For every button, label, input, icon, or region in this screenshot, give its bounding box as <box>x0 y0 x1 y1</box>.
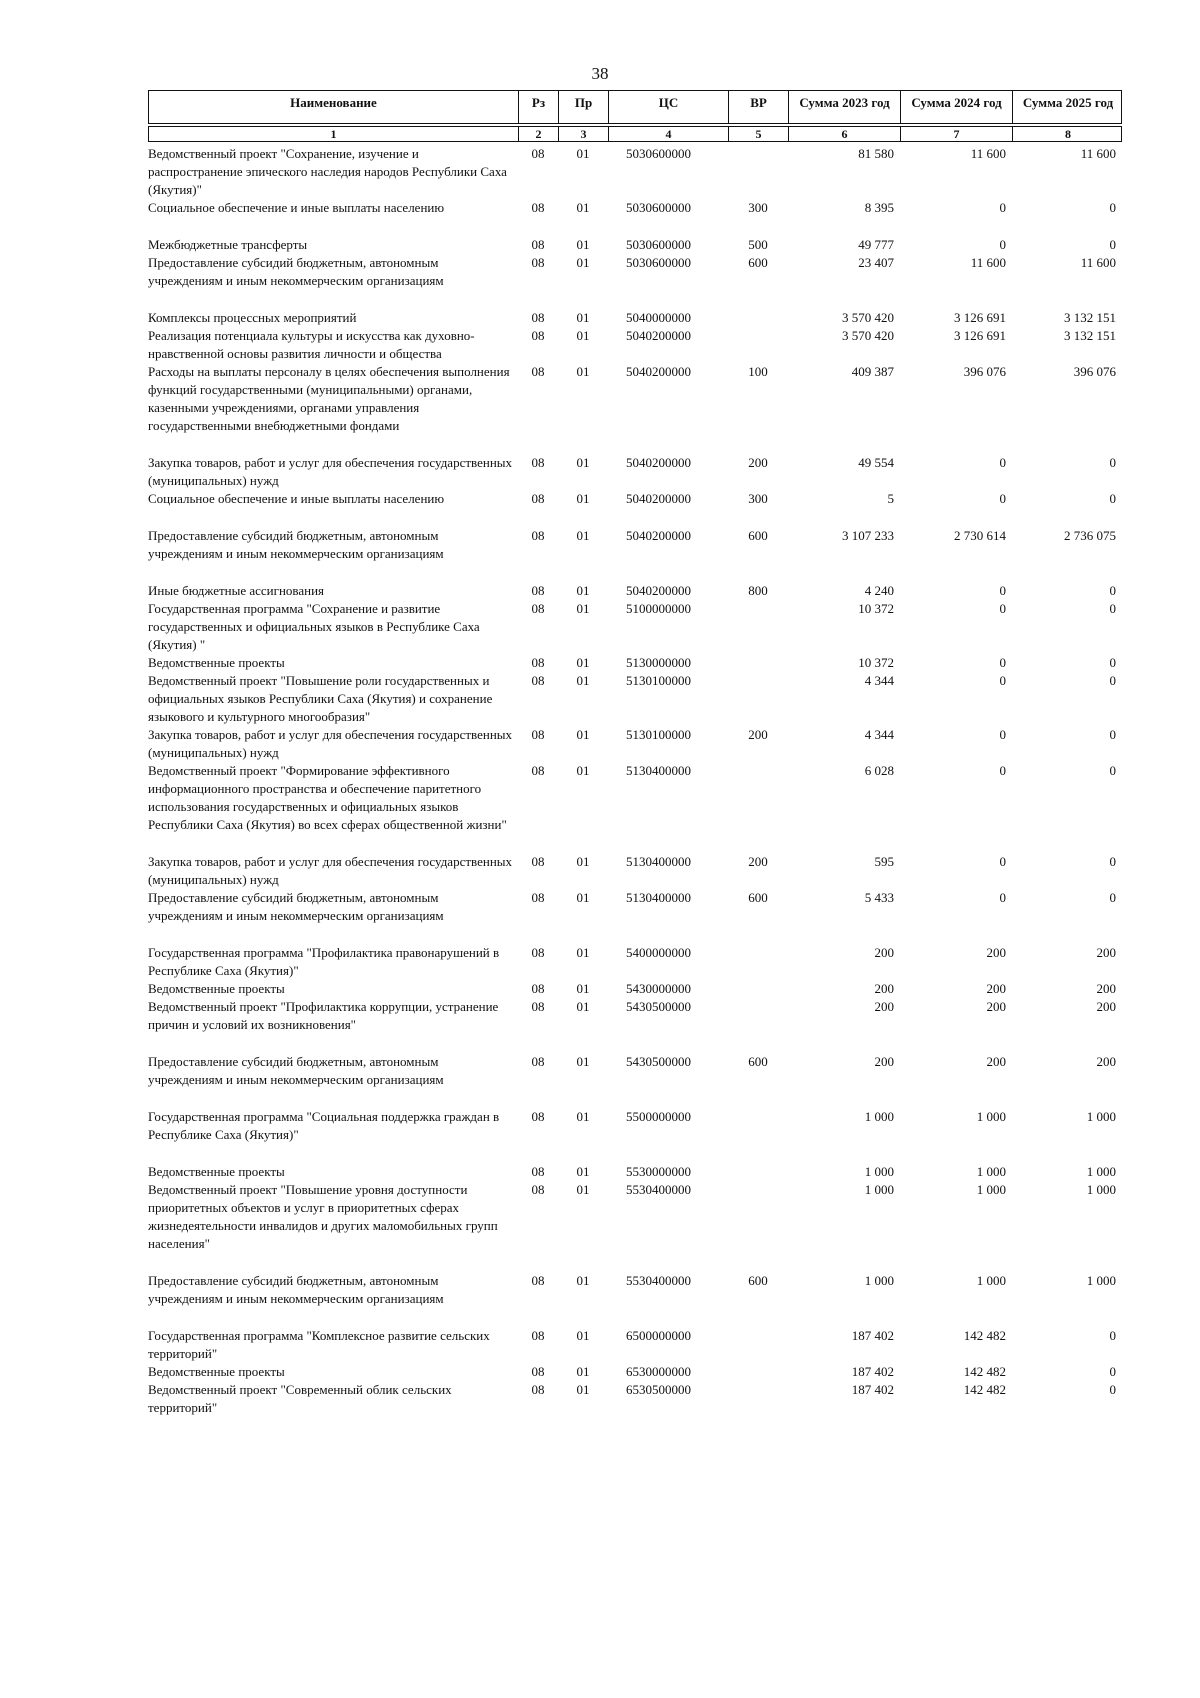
row-sum-2024: 142 482 <box>963 1328 1006 1343</box>
row-cs: 5030600000 <box>626 255 691 270</box>
row-sum-2024: 3 126 691 <box>954 328 1006 343</box>
row-sum-2025: 1 000 <box>1086 1182 1116 1197</box>
column-number: 2 <box>519 127 559 141</box>
row-name: Государственная программа "Комплексное развитие сельских территорий" <box>148 1328 490 1361</box>
header-sum-2024: Сумма 2024 год <box>901 91 1013 123</box>
row-sum-2024: 0 <box>999 491 1006 506</box>
row-sum-2023: 3 107 233 <box>842 528 894 543</box>
row-sum-2023: 23 407 <box>858 255 894 270</box>
row-sum-2024: 0 <box>999 727 1006 742</box>
row-vr <box>728 1108 788 1144</box>
row-sum-2025: 1 000 <box>1086 1273 1116 1288</box>
table-row <box>148 1363 1122 1381</box>
row-sum-2023: 200 <box>874 981 894 996</box>
row-sum-2025: 1 000 <box>1086 1109 1116 1124</box>
table-row <box>148 944 1122 980</box>
row-cs: 5130100000 <box>626 673 691 688</box>
row-name: Реализация потенциала культуры и искусства как духовно-нравственной основы развития личности и общества <box>148 328 475 361</box>
row-cs: 5030600000 <box>626 237 691 252</box>
table-row <box>148 1181 1122 1253</box>
row-sum-2025: 0 <box>1109 237 1116 252</box>
row-rz: 08 <box>531 1164 545 1179</box>
row-pr: 01 <box>576 237 590 252</box>
header-sum-2025: Сумма 2025 год <box>1022 95 1114 110</box>
row-sum-2024: 2 730 614 <box>954 528 1006 543</box>
row-vr <box>728 998 788 1034</box>
row-cs: 5130400000 <box>626 763 691 778</box>
row-rz: 08 <box>531 763 545 778</box>
row-vr <box>728 309 788 327</box>
row-vr <box>728 654 788 672</box>
page-number: 38 <box>591 64 609 83</box>
row-pr: 01 <box>576 854 590 869</box>
header-vr: ВР <box>729 91 789 123</box>
row-name: Ведомственный проект "Профилактика коррупции, устранение причин и условий их возникновения" <box>148 999 499 1032</box>
table-row <box>148 145 1122 199</box>
row-vr: 300 <box>748 200 768 215</box>
row-pr: 01 <box>576 1382 590 1397</box>
row-sum-2024: 0 <box>999 601 1006 616</box>
table-row <box>148 980 1122 998</box>
row-cs: 5040200000 <box>626 328 691 343</box>
row-sum-2025: 0 <box>1109 763 1116 778</box>
column-number: 3 <box>559 127 609 141</box>
row-sum-2025: 11 600 <box>1080 255 1116 270</box>
row-sum-2023: 8 395 <box>864 200 894 215</box>
row-sum-2025: 200 <box>1096 945 1116 960</box>
row-pr: 01 <box>576 328 590 343</box>
row-pr: 01 <box>576 583 590 598</box>
row-rz: 08 <box>531 1273 545 1288</box>
row-sum-2023: 3 570 420 <box>842 310 894 325</box>
row-sum-2023: 5 433 <box>864 890 894 905</box>
table-row <box>148 600 1122 654</box>
row-sum-2025: 3 132 151 <box>1064 310 1116 325</box>
row-pr: 01 <box>576 1182 590 1197</box>
row-vr: 100 <box>748 364 768 379</box>
row-pr: 01 <box>576 455 590 470</box>
table-row <box>148 654 1122 672</box>
column-number: 1 <box>149 127 519 141</box>
row-rz: 08 <box>531 890 545 905</box>
row-vr <box>728 944 788 980</box>
row-sum-2023: 200 <box>874 1054 894 1069</box>
row-rz: 08 <box>531 854 545 869</box>
row-name: Ведомственные проекты <box>148 1164 285 1179</box>
row-rz: 08 <box>531 1364 545 1379</box>
row-sum-2025: 0 <box>1109 601 1116 616</box>
row-sum-2024: 0 <box>999 200 1006 215</box>
row-rz: 08 <box>531 1054 545 1069</box>
table-row <box>148 327 1122 363</box>
column-number: 6 <box>789 127 901 141</box>
row-pr: 01 <box>576 945 590 960</box>
row-sum-2025: 0 <box>1109 727 1116 742</box>
row-vr <box>728 980 788 998</box>
row-cs: 5040000000 <box>626 310 691 325</box>
row-name: Предоставление субсидий бюджетным, автономным учреждениям и иным некоммерческим организациям <box>148 528 444 561</box>
row-vr <box>728 327 788 363</box>
row-rz: 08 <box>531 1382 545 1397</box>
row-sum-2023: 1 000 <box>864 1273 894 1288</box>
row-sum-2024: 1 000 <box>976 1109 1006 1124</box>
row-sum-2023: 81 580 <box>858 146 894 161</box>
row-sum-2023: 200 <box>874 945 894 960</box>
row-pr: 01 <box>576 1109 590 1124</box>
row-sum-2023: 4 240 <box>864 583 894 598</box>
row-sum-2024: 142 482 <box>963 1364 1006 1379</box>
row-sum-2024: 0 <box>999 854 1006 869</box>
row-rz: 08 <box>531 491 545 506</box>
row-pr: 01 <box>576 999 590 1014</box>
row-vr <box>728 672 788 726</box>
row-rz: 08 <box>531 237 545 252</box>
row-sum-2024: 200 <box>986 945 1006 960</box>
row-sum-2023: 1 000 <box>864 1164 894 1179</box>
row-pr: 01 <box>576 1364 590 1379</box>
row-sum-2023: 49 777 <box>858 237 894 252</box>
row-cs: 5040200000 <box>626 455 691 470</box>
row-vr: 600 <box>748 1054 768 1069</box>
table-row <box>148 1272 1122 1308</box>
row-sum-2024: 0 <box>999 890 1006 905</box>
table-row <box>148 1327 1122 1363</box>
row-pr: 01 <box>576 890 590 905</box>
table-row <box>148 454 1122 490</box>
row-name: Межбюджетные трансферты <box>148 237 308 252</box>
row-name: Иные бюджетные ассигнования <box>148 583 325 598</box>
row-cs: 6530500000 <box>626 1382 691 1397</box>
row-sum-2025: 0 <box>1109 200 1116 215</box>
table-row <box>148 236 1122 254</box>
table-header <box>148 90 1122 124</box>
row-sum-2024: 142 482 <box>963 1382 1006 1397</box>
table-row <box>148 726 1122 762</box>
row-vr <box>728 1181 788 1253</box>
row-rz: 08 <box>531 364 545 379</box>
column-number: 4 <box>609 127 729 141</box>
row-cs: 5100000000 <box>626 601 691 616</box>
row-vr: 600 <box>748 1273 768 1288</box>
row-cs: 5430500000 <box>626 1054 691 1069</box>
row-sum-2024: 1 000 <box>976 1273 1006 1288</box>
row-name: Государственная программа "Профилактика правонарушений в Республике Саха (Якутия)" <box>148 945 500 978</box>
row-vr <box>728 762 788 834</box>
row-rz: 08 <box>531 655 545 670</box>
row-cs: 5500000000 <box>626 1109 691 1124</box>
row-cs: 5030600000 <box>626 200 691 215</box>
row-sum-2024: 1 000 <box>976 1182 1006 1197</box>
row-sum-2024: 200 <box>986 1054 1006 1069</box>
row-vr <box>728 1163 788 1181</box>
row-name: Ведомственный проект "Повышение уровня доступности приоритетных объектов и услуг в приоритетных сферах жизнедеятельности инвалидов и других маломобильных групп населения" <box>148 1182 498 1251</box>
row-name: Предоставление субсидий бюджетным, автономным учреждениям и иным некоммерческим организациям <box>148 890 444 923</box>
row-name: Ведомственный проект "Сохранение, изучение и распространение эпического наследия народов Республики Саха (Якутия)" <box>148 146 507 197</box>
row-sum-2025: 2 736 075 <box>1064 528 1116 543</box>
row-sum-2025: 1 000 <box>1086 1164 1116 1179</box>
row-rz: 08 <box>531 601 545 616</box>
column-numbers-row <box>148 126 1122 142</box>
row-sum-2024: 1 000 <box>976 1164 1006 1179</box>
row-sum-2023: 1 000 <box>864 1109 894 1124</box>
row-rz: 08 <box>531 673 545 688</box>
row-cs: 5130000000 <box>626 655 691 670</box>
row-pr: 01 <box>576 981 590 996</box>
row-rz: 08 <box>531 727 545 742</box>
row-name: Предоставление субсидий бюджетным, автономным учреждениям и иным некоммерческим организациям <box>148 1273 444 1306</box>
column-number: 7 <box>901 127 1013 141</box>
row-pr: 01 <box>576 727 590 742</box>
row-sum-2023: 595 <box>874 854 894 869</box>
row-sum-2025: 3 132 151 <box>1064 328 1116 343</box>
row-pr: 01 <box>576 601 590 616</box>
header-rz: Рз <box>519 91 559 123</box>
row-sum-2024: 200 <box>986 999 1006 1014</box>
row-cs: 5130400000 <box>626 854 691 869</box>
row-sum-2025: 0 <box>1109 854 1116 869</box>
row-pr: 01 <box>576 673 590 688</box>
table-row <box>148 1381 1122 1417</box>
header-name: Наименование <box>149 91 519 123</box>
row-pr: 01 <box>576 364 590 379</box>
header-cs: ЦС <box>609 91 729 123</box>
row-sum-2025: 0 <box>1109 1328 1116 1343</box>
row-vr: 600 <box>748 255 768 270</box>
row-rz: 08 <box>531 999 545 1014</box>
row-pr: 01 <box>576 1273 590 1288</box>
table-row <box>148 527 1122 563</box>
row-vr: 200 <box>748 455 768 470</box>
row-cs: 5040200000 <box>626 528 691 543</box>
row-cs: 5530400000 <box>626 1182 691 1197</box>
table-row <box>148 199 1122 217</box>
row-sum-2023: 4 344 <box>864 673 894 688</box>
row-pr: 01 <box>576 310 590 325</box>
row-vr: 300 <box>748 491 768 506</box>
row-name: Комплексы процессных мероприятий <box>148 310 357 325</box>
row-sum-2025: 0 <box>1109 673 1116 688</box>
row-name: Ведомственный проект "Формирование эффективного информационного пространства и обеспечение паритетного использования государственных и официальных языков Республики Саха (Якутия) во всех сферах общественной жизни" <box>148 763 507 832</box>
row-rz: 08 <box>531 1328 545 1343</box>
row-vr: 800 <box>748 583 768 598</box>
row-name: Государственная программа "Сохранение и развитие государственных и официальных языков в Республике Саха (Якутия) " <box>148 601 480 652</box>
row-cs: 5130100000 <box>626 727 691 742</box>
row-sum-2025: 396 076 <box>1073 364 1116 379</box>
row-pr: 01 <box>576 1054 590 1069</box>
row-sum-2024: 396 076 <box>963 364 1006 379</box>
row-name: Предоставление субсидий бюджетным, автономным учреждениям и иным некоммерческим организациям <box>148 255 444 288</box>
row-name: Закупка товаров, работ и услуг для обеспечения государственных (муниципальных) нужд <box>148 455 513 488</box>
row-vr <box>728 600 788 654</box>
row-sum-2025: 200 <box>1096 999 1116 1014</box>
table-row <box>148 309 1122 327</box>
row-sum-2024: 3 126 691 <box>954 310 1006 325</box>
row-sum-2023: 5 <box>887 491 894 506</box>
column-number: 8 <box>1065 127 1071 141</box>
row-sum-2023: 6 028 <box>864 763 894 778</box>
table-row <box>148 998 1122 1034</box>
header-sum-2023: Сумма 2023 год <box>789 91 901 123</box>
row-sum-2024: 11 600 <box>970 146 1006 161</box>
row-sum-2024: 200 <box>986 981 1006 996</box>
row-sum-2025: 0 <box>1109 583 1116 598</box>
row-pr: 01 <box>576 200 590 215</box>
row-pr: 01 <box>576 1328 590 1343</box>
row-name: Государственная программа "Социальная поддержка граждан в Республике Саха (Якутия)" <box>148 1109 500 1142</box>
row-sum-2025: 0 <box>1109 890 1116 905</box>
row-cs: 5400000000 <box>626 945 691 960</box>
row-sum-2023: 10 372 <box>858 601 894 616</box>
row-sum-2025: 0 <box>1109 1364 1116 1379</box>
row-name: Ведомственный проект "Повышение роли государственных и официальных языков Республики Саха (Якутия) и сохранение языкового и культурного многообразия" <box>148 673 493 724</box>
row-rz: 08 <box>531 455 545 470</box>
row-sum-2024: 0 <box>999 583 1006 598</box>
row-vr: 600 <box>748 528 768 543</box>
table-row <box>148 490 1122 508</box>
row-vr: 200 <box>748 727 768 742</box>
row-sum-2023: 49 554 <box>858 455 894 470</box>
row-sum-2023: 4 344 <box>864 727 894 742</box>
row-name: Закупка товаров, работ и услуг для обеспечения государственных (муниципальных) нужд <box>148 727 513 760</box>
row-pr: 01 <box>576 1164 590 1179</box>
column-number: 5 <box>729 127 789 141</box>
row-cs: 5430500000 <box>626 999 691 1014</box>
row-rz: 08 <box>531 328 545 343</box>
row-name: Предоставление субсидий бюджетным, автономным учреждениям и иным некоммерческим организациям <box>148 1054 444 1087</box>
row-vr <box>728 1363 788 1381</box>
row-pr: 01 <box>576 763 590 778</box>
row-sum-2023: 187 402 <box>851 1382 894 1397</box>
row-sum-2023: 10 372 <box>858 655 894 670</box>
row-sum-2025: 0 <box>1109 1382 1116 1397</box>
row-cs: 5040200000 <box>626 583 691 598</box>
row-cs: 5530000000 <box>626 1164 691 1179</box>
table-row <box>148 853 1122 889</box>
row-rz: 08 <box>531 310 545 325</box>
row-sum-2024: 0 <box>999 763 1006 778</box>
row-rz: 08 <box>531 255 545 270</box>
row-vr: 200 <box>748 854 768 869</box>
table-row <box>148 1053 1122 1089</box>
row-sum-2025: 0 <box>1109 491 1116 506</box>
row-cs: 5430000000 <box>626 981 691 996</box>
table-row <box>148 254 1122 290</box>
row-sum-2024: 0 <box>999 655 1006 670</box>
row-sum-2025: 200 <box>1096 981 1116 996</box>
row-rz: 08 <box>531 583 545 598</box>
row-pr: 01 <box>576 255 590 270</box>
row-sum-2023: 200 <box>874 999 894 1014</box>
row-name: Социальное обеспечение и иные выплаты населению <box>148 200 445 215</box>
row-sum-2025: 0 <box>1109 455 1116 470</box>
row-sum-2024: 0 <box>999 237 1006 252</box>
row-rz: 08 <box>531 200 545 215</box>
row-cs: 5040200000 <box>626 364 691 379</box>
row-vr <box>728 1327 788 1363</box>
row-rz: 08 <box>531 528 545 543</box>
row-rz: 08 <box>531 1109 545 1124</box>
row-pr: 01 <box>576 655 590 670</box>
row-pr: 01 <box>576 528 590 543</box>
table-row <box>148 363 1122 435</box>
row-name: Ведомственный проект "Современный облик сельских территорий" <box>148 1382 452 1415</box>
table-row <box>148 1163 1122 1181</box>
row-vr <box>728 145 788 199</box>
row-sum-2023: 409 387 <box>851 364 894 379</box>
row-name: Ведомственные проекты <box>148 655 285 670</box>
row-sum-2024: 0 <box>999 673 1006 688</box>
row-sum-2024: 0 <box>999 455 1006 470</box>
row-sum-2023: 187 402 <box>851 1364 894 1379</box>
row-cs: 5040200000 <box>626 491 691 506</box>
row-sum-2025: 11 600 <box>1080 146 1116 161</box>
row-rz: 08 <box>531 981 545 996</box>
row-sum-2025: 0 <box>1109 655 1116 670</box>
row-sum-2023: 3 570 420 <box>842 328 894 343</box>
table-body <box>148 145 1122 1417</box>
row-sum-2025: 200 <box>1096 1054 1116 1069</box>
row-pr: 01 <box>576 491 590 506</box>
row-cs: 6500000000 <box>626 1328 691 1343</box>
row-cs: 5130400000 <box>626 890 691 905</box>
table-row <box>148 762 1122 834</box>
row-vr: 600 <box>748 890 768 905</box>
table-row <box>148 672 1122 726</box>
row-name: Закупка товаров, работ и услуг для обеспечения государственных (муниципальных) нужд <box>148 854 513 887</box>
row-vr <box>728 1381 788 1417</box>
row-name: Социальное обеспечение и иные выплаты населению <box>148 491 445 506</box>
row-rz: 08 <box>531 1182 545 1197</box>
table-row <box>148 1108 1122 1144</box>
row-cs: 5530400000 <box>626 1273 691 1288</box>
row-name: Ведомственные проекты <box>148 981 285 996</box>
table-row <box>148 889 1122 925</box>
row-pr: 01 <box>576 146 590 161</box>
row-cs: 5030600000 <box>626 146 691 161</box>
row-rz: 08 <box>531 146 545 161</box>
row-sum-2024: 11 600 <box>970 255 1006 270</box>
row-sum-2023: 1 000 <box>864 1182 894 1197</box>
row-cs: 6530000000 <box>626 1364 691 1379</box>
header-pr: Пр <box>559 91 609 123</box>
row-sum-2023: 187 402 <box>851 1328 894 1343</box>
table-row <box>148 582 1122 600</box>
row-rz: 08 <box>531 945 545 960</box>
row-name: Расходы на выплаты персоналу в целях обеспечения выполнения функций государственными (муниципальными) органами, казенными учреждениями, органами управления государственными внебюджетными фондами <box>148 364 510 433</box>
row-vr: 500 <box>748 237 768 252</box>
row-name: Ведомственные проекты <box>148 1364 285 1379</box>
